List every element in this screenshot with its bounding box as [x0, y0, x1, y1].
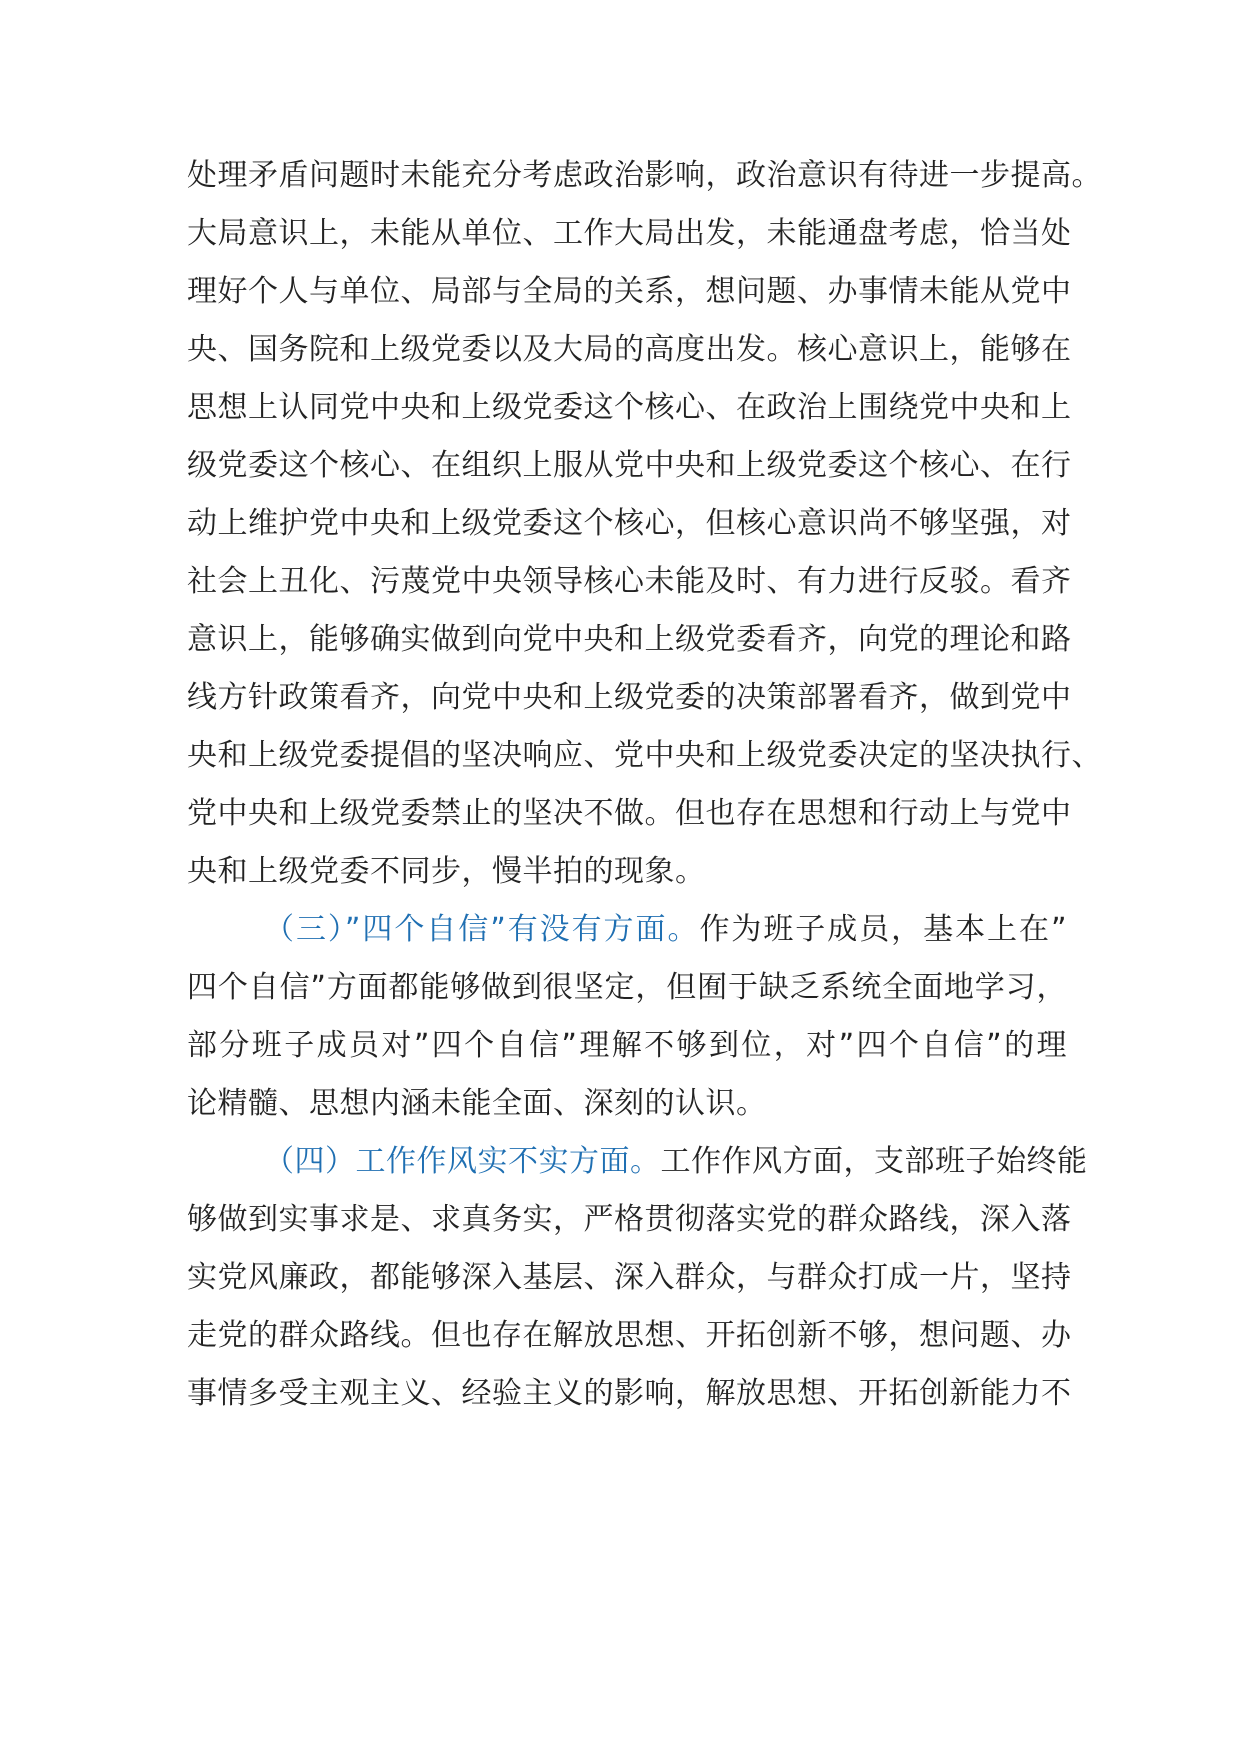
- body-line: 央和上级党委不同步，慢半拍的现象。: [187, 854, 706, 889]
- section-3-first-line: [264, 897, 1067, 963]
- body-line: 实党风廉政，都能够深入基层、深入群众，与群众打成一片，坚持: [187, 1260, 1072, 1295]
- body-line: 动上维护党中央和上级党委这个核心，但核心意识尚不够坚强，对: [187, 506, 1072, 541]
- body-line: 四个自信”方面都能够做到很坚定，但囿于缺乏系统全面地学习，: [187, 970, 1067, 1005]
- body-line: 大局意识上，未能从单位、工作大局出发，未能通盘考虑，恰当处: [187, 216, 1072, 251]
- body-line: 处理矛盾问题时未能充分考虑政治影响，政治意识有待进一步提高。: [187, 158, 1102, 193]
- section-3-text: 作为班子成员，基本上在”: [699, 912, 1067, 947]
- body-line: 够做到实事求是、求真务实，严格贯彻落实党的群众路线，深入落: [187, 1202, 1072, 1237]
- body-line: 线方针政策看齐，向党中央和上级党委的决策部署看齐，做到党中: [187, 680, 1072, 715]
- body-line: 央和上级党委提倡的坚决响应、党中央和上级党委决定的坚决执行、: [187, 738, 1102, 773]
- section-4-text: 工作作风方面，支部班子始终能: [660, 1144, 1088, 1179]
- body-line: 部分班子成员对”四个自信”理解不够到位，对”四个自信”的理: [187, 1028, 1067, 1063]
- section-3-heading: （三）”四个自信”有没有方面。: [264, 912, 700, 947]
- body-line: 级党委这个核心、在组织上服从党中央和上级党委这个核心、在行: [187, 448, 1072, 483]
- section-4-first-line: [264, 1129, 1088, 1195]
- body-line: 社会上丑化、污蔑党中央领导核心未能及时、有力进行反驳。看齐: [187, 564, 1072, 599]
- body-line: 央、国务院和上级党委以及大局的高度出发。核心意识上，能够在: [187, 332, 1072, 367]
- body-line: 意识上，能够确实做到向党中央和上级党委看齐，向党的理论和路: [187, 622, 1072, 657]
- body-line: 理好个人与单位、局部与全局的关系，想问题、办事情未能从党中: [187, 274, 1072, 309]
- body-line: 思想上认同党中央和上级党委这个核心、在政治上围绕党中央和上: [187, 390, 1072, 425]
- body-line: 党中央和上级党委禁止的坚决不做。但也存在思想和行动上与党中: [187, 796, 1072, 831]
- section-4-heading: （四）工作作风实不实方面。: [264, 1144, 661, 1179]
- body-line: 走党的群众路线。但也存在解放思想、开拓创新不够，想问题、办: [187, 1318, 1072, 1353]
- body-line: 事情多受主观主义、经验主义的影响，解放思想、开拓创新能力不: [187, 1376, 1072, 1411]
- body-line: 论精髓、思想内涵未能全面、深刻的认识。: [187, 1086, 767, 1121]
